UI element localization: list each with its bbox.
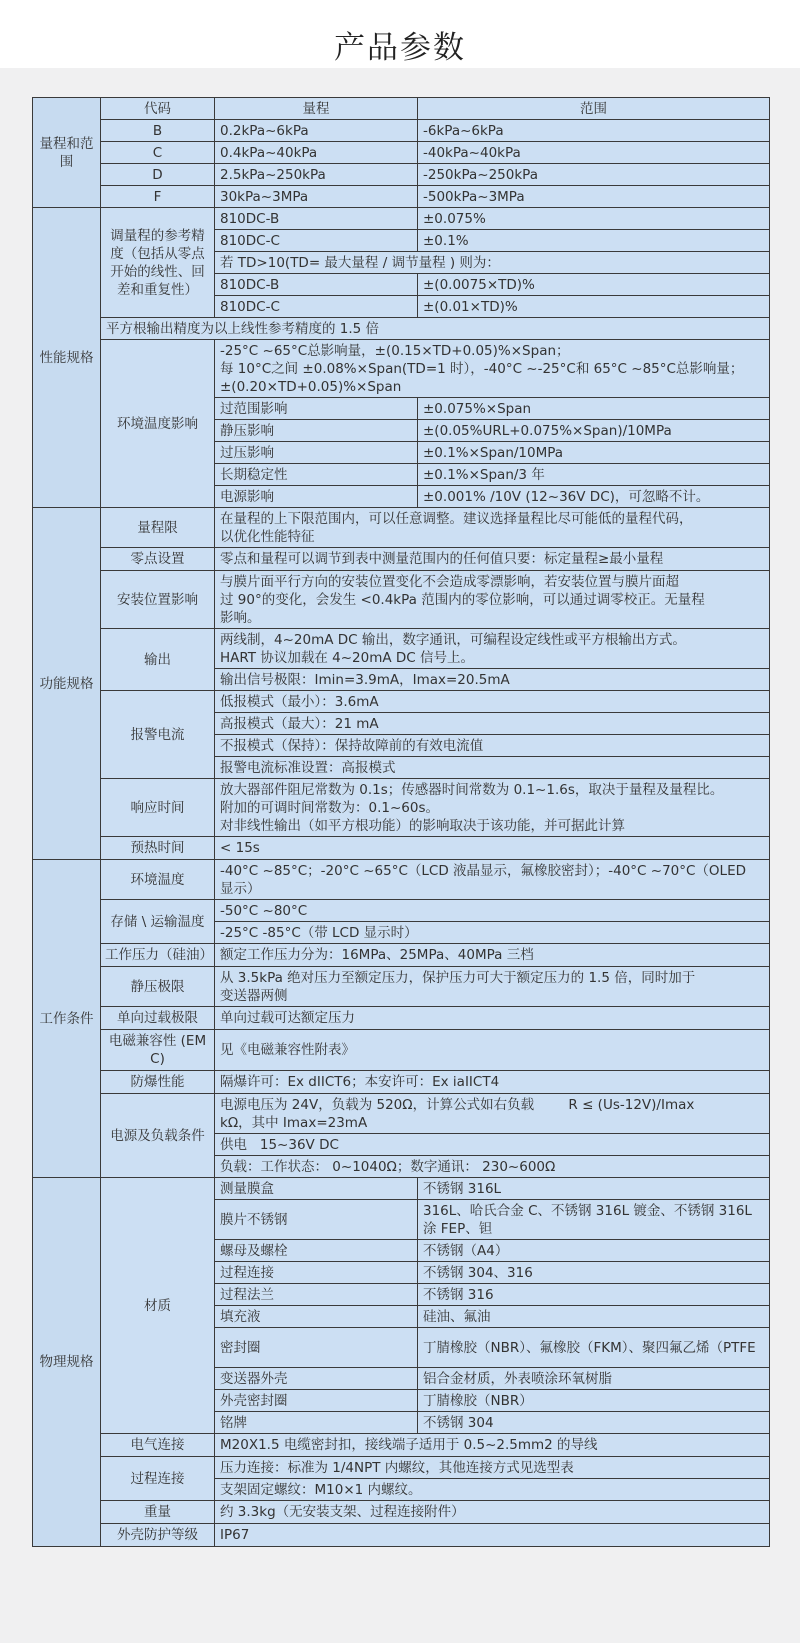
material-value: 316L、哈氏合金 C、不锈钢 316L 镀金、不锈钢 316L 涂 FEP、钽 xyxy=(418,1200,770,1240)
material-item: 填充液 xyxy=(215,1306,418,1328)
ambient-line: 每 10°C之间 ±0.08%×Span(TD=1 时），-40°C ~-25°C和 65°C ~85°C总影响量； xyxy=(220,360,744,377)
col-header-limits: 范围 xyxy=(418,98,770,120)
ip-label: 外壳防护等级 xyxy=(101,1524,215,1547)
ambient-item: 电源影响 xyxy=(215,486,418,508)
text-line: 变送器两侧 xyxy=(220,987,288,1004)
material-value: 不锈钢 304、316 xyxy=(418,1262,770,1284)
alarm-row xyxy=(33,691,770,713)
working-section-label: 工作条件 xyxy=(33,860,101,1178)
emc-text: 见《电磁兼容性附表》 xyxy=(215,1030,770,1071)
warmup-label: 预热时间 xyxy=(101,837,215,860)
accuracy-value: ±(0.01×TD)% xyxy=(418,296,770,318)
alarm-label: 报警电流 xyxy=(101,691,215,779)
power-text xyxy=(215,1094,770,1134)
ex-label: 防爆性能 xyxy=(101,1071,215,1094)
ambient-item: 过范围影响 xyxy=(215,398,418,420)
material-item: 测量膜盒 xyxy=(215,1178,418,1200)
pressure-text: 额定工作压力分为：16MPa、25MPa、40MPa 三档 xyxy=(215,944,770,967)
text-line: 两线制，4~20mA DC 输出，数字通讯，可编程设定线性或平方根输出方式。 xyxy=(220,631,686,648)
range-limits: -40kPa~40kPa xyxy=(418,142,770,164)
range-limits: -250kPa~250kPa xyxy=(418,164,770,186)
storage-label: 存储 \ 运输温度 xyxy=(101,900,215,944)
env-temp-text xyxy=(215,860,770,900)
functional-section-label: 功能规格 xyxy=(33,508,101,860)
performance-section-label: 性能规格 xyxy=(33,208,101,508)
ambient-value: ±0.075%×Span xyxy=(418,398,770,420)
accuracy-model: 810DC-B xyxy=(215,274,418,296)
material-item: 螺母及螺栓 xyxy=(215,1240,418,1262)
col-header-code: 代码 xyxy=(101,98,215,120)
range-section-label: 量程和范围 xyxy=(33,98,101,208)
alarm-item: 高报模式（最大）：21 mA xyxy=(215,713,770,735)
ip-row xyxy=(33,1524,770,1547)
text-line: 影响。 xyxy=(220,609,261,626)
range-span: 0.4kPa~40kPa xyxy=(215,142,418,164)
text-line: -40°C ~85°C；-20°C ~65°C（LCD 液晶显示，氟橡胶密封）；-40°C ~70°C（OLED xyxy=(220,862,747,879)
material-value: 不锈钢（A4） xyxy=(418,1240,770,1262)
text-line: 显示） xyxy=(220,880,261,897)
text-line: 对非线性输出（如平方根功能）的影响取决于该功能，并可据此计算 xyxy=(220,817,625,834)
material-value: 丁腈橡胶（NBR）、氟橡胶（FKM）、聚四氟乙烯（PTFE xyxy=(418,1328,770,1368)
pressure-label: 工作压力（硅油） xyxy=(101,944,215,967)
material-row xyxy=(33,1178,770,1200)
sqrt-note: 平方根输出精度为以上线性参考精度的 1.5 倍 xyxy=(101,318,770,340)
range-code: D xyxy=(101,164,215,186)
ambient-text xyxy=(215,340,770,398)
material-item: 过程连接 xyxy=(215,1262,418,1284)
material-item: 外壳密封圈 xyxy=(215,1390,418,1412)
response-text xyxy=(215,779,770,837)
text-line: kΩ，其中 Imax=23mA xyxy=(220,1114,368,1131)
env-temp-row xyxy=(33,860,770,900)
output-label: 输出 xyxy=(101,629,215,691)
mount-label: 安装位置影响 xyxy=(101,571,215,629)
material-item: 膜片不锈钢 xyxy=(215,1200,418,1240)
weight-row xyxy=(33,1501,770,1524)
process-item: 支架固定螺纹：M10×1 内螺纹。 xyxy=(215,1479,770,1501)
range-limit-row xyxy=(33,508,770,548)
material-value: 不锈钢 304 xyxy=(418,1412,770,1434)
accuracy-note: 若 TD>10(TD= 最大量程 / 调节量程 ) 则为： xyxy=(215,252,770,274)
text-line: 在量程的上下限范围内，可以任意调整。建议选择量程比尽可能低的量程代码， xyxy=(220,510,693,527)
alarm-item: 不报模式（保持）：保持故障前的有效电流值 xyxy=(215,735,770,757)
pressure-row xyxy=(33,944,770,967)
text-line: 放大器部件阻尼常数为 0.1s；传感器时间常数为 0.1~1.6s，取决于量程及量程比。 xyxy=(220,781,724,798)
output-limit: 输出信号极限：Imin=3.9mA，Imax=20.5mA xyxy=(215,669,770,691)
range-row xyxy=(33,186,770,208)
storage-row xyxy=(33,900,770,922)
range-code: B xyxy=(101,120,215,142)
material-item: 过程法兰 xyxy=(215,1284,418,1306)
range-limits: -500kPa~3MPa xyxy=(418,186,770,208)
static-row xyxy=(33,967,770,1007)
elec-text: M20X1.5 电缆密封扣，接线端子适用于 0.5~2.5mm2 的导线 xyxy=(215,1434,770,1457)
process-item: 压力连接：标准为 1/4NPT 内螺纹，其他连接方式见选型表 xyxy=(215,1457,770,1479)
sqrt-row xyxy=(33,318,770,340)
spec-table xyxy=(32,97,770,1547)
elec-row xyxy=(33,1434,770,1457)
range-code: C xyxy=(101,142,215,164)
accuracy-label: 调量程的参考精度（包括从零点开始的线性、回差和重复性） xyxy=(101,208,215,318)
output-text xyxy=(215,629,770,669)
material-value: 不锈钢 316 xyxy=(418,1284,770,1306)
zero-label: 零点设置 xyxy=(101,548,215,571)
ambient-line: ±(0.20×TD+0.05)%×Span xyxy=(220,378,402,395)
overload-text: 单向过载可达额定压力 xyxy=(215,1007,770,1030)
ambient-row xyxy=(33,340,770,398)
ambient-value: ±0.1%×Span/3 年 xyxy=(418,464,770,486)
ambient-line: -25°C ~65°C总影响量，±(0.15×TD+0.05)%×Span； xyxy=(220,342,570,359)
alarm-item: 报警电流标准设置：高报模式 xyxy=(215,757,770,779)
response-label: 响应时间 xyxy=(101,779,215,837)
range-span: 0.2kPa~6kPa xyxy=(215,120,418,142)
range-row xyxy=(33,142,770,164)
material-item: 变送器外壳 xyxy=(215,1368,418,1390)
range-row xyxy=(33,164,770,186)
zero-row xyxy=(33,548,770,571)
ambient-label: 环境温度影响 xyxy=(101,340,215,508)
page-title: 产品参数 xyxy=(334,30,466,66)
text-line: 从 3.5kPa 绝对压力至额定压力，保护压力可大于额定压力的 1.5 倍，同时加于 xyxy=(220,969,696,986)
range-header-row xyxy=(33,98,770,120)
weight-text: 约 3.3kg（无安装支架、过程连接附件） xyxy=(215,1501,770,1524)
static-text xyxy=(215,967,770,1007)
range-row xyxy=(33,120,770,142)
range-limit-text xyxy=(215,508,770,548)
text-line: 电源电压为 24V，负载为 520Ω，计算公式如右负载 R ≤ (Us-12V)/Imax xyxy=(220,1096,695,1113)
overload-label: 单向过载极限 xyxy=(101,1007,215,1030)
accuracy-model: 810DC-C xyxy=(215,230,418,252)
accuracy-value: ±(0.0075×TD)% xyxy=(418,274,770,296)
accuracy-value: ±0.075% xyxy=(418,208,770,230)
text-line: 与膜片面平行方向的安装位置变化不会造成零漂影响，若安装位置与膜片面超 xyxy=(220,573,679,590)
warmup-text: < 15s xyxy=(215,837,770,860)
power-load: 负载：工作状态： 0~1040Ω；数字通讯： 230~600Ω xyxy=(215,1156,770,1178)
range-limit-label: 量程限 xyxy=(101,508,215,548)
spec-panel xyxy=(0,68,800,1643)
range-code: F xyxy=(101,186,215,208)
ambient-value: ±(0.05%URL+0.075%×Span)/10MPa xyxy=(418,420,770,442)
material-item: 密封圈 xyxy=(215,1328,418,1368)
zero-text: 零点和量程可以调节到表中测量范围内的任何值只要：标定量程≥最小量程 xyxy=(215,548,770,571)
material-value: 铝合金材质，外表喷涂环氧树脂 xyxy=(418,1368,770,1390)
emc-row xyxy=(33,1030,770,1071)
response-row xyxy=(33,779,770,837)
text-line: 以优化性能特征 xyxy=(220,528,315,545)
ex-row xyxy=(33,1071,770,1094)
ex-text: 隔爆许可：Ex dIICT6；本安许可：Ex iaIICT4 xyxy=(215,1071,770,1094)
overload-row xyxy=(33,1007,770,1030)
ambient-item: 静压影响 xyxy=(215,420,418,442)
material-value: 不锈钢 316L xyxy=(418,1178,770,1200)
storage-item: -50°C ~80°C xyxy=(215,900,770,922)
text-line: 附加的可调时间常数为：0.1~60s。 xyxy=(220,799,439,816)
accuracy-model: 810DC-C xyxy=(215,296,418,318)
weight-label: 重量 xyxy=(101,1501,215,1524)
ambient-item: 长期稳定性 xyxy=(215,464,418,486)
power-row xyxy=(33,1094,770,1134)
alarm-item: 低报模式（最小）：3.6mA xyxy=(215,691,770,713)
material-value: 丁腈橡胶（NBR） xyxy=(418,1390,770,1412)
material-item: 铭牌 xyxy=(215,1412,418,1434)
range-limits: -6kPa~6kPa xyxy=(418,120,770,142)
page-header xyxy=(0,0,800,68)
emc-label: 电磁兼容性 (EMC) xyxy=(101,1030,215,1071)
text-line: HART 协议加载在 4~20mA DC 信号上。 xyxy=(220,649,474,666)
ambient-value: ±0.001% /10V (12~36V DC)，可忽略不计。 xyxy=(418,486,770,508)
storage-item: -25°C -85°C（带 LCD 显示时） xyxy=(215,922,770,944)
process-row xyxy=(33,1457,770,1479)
ip-text: IP67 xyxy=(215,1524,770,1547)
env-temp-label: 环境温度 xyxy=(101,860,215,900)
process-label: 过程连接 xyxy=(101,1457,215,1501)
text-line: 过 90°的变化，会发生 <0.4kPa 范围内的零位影响，可以通过调零校正。无量程 xyxy=(220,591,705,608)
warmup-row xyxy=(33,837,770,860)
power-label: 电源及负载条件 xyxy=(101,1094,215,1178)
static-label: 静压极限 xyxy=(101,967,215,1007)
accuracy-model: 810DC-B xyxy=(215,208,418,230)
material-label: 材质 xyxy=(101,1178,215,1434)
power-supply: 供电 15~36V DC xyxy=(215,1134,770,1156)
accuracy-value: ±0.1% xyxy=(418,230,770,252)
mount-text xyxy=(215,571,770,629)
accuracy-row xyxy=(33,208,770,230)
material-value: 硅油、氟油 xyxy=(418,1306,770,1328)
ambient-value: ±0.1%×Span/10MPa xyxy=(418,442,770,464)
output-row xyxy=(33,629,770,669)
range-span: 30kPa~3MPa xyxy=(215,186,418,208)
range-span: 2.5kPa~250kPa xyxy=(215,164,418,186)
col-header-range: 量程 xyxy=(215,98,418,120)
physical-section-label: 物理规格 xyxy=(33,1178,101,1547)
elec-label: 电气连接 xyxy=(101,1434,215,1457)
mount-row xyxy=(33,571,770,629)
ambient-item: 过压影响 xyxy=(215,442,418,464)
